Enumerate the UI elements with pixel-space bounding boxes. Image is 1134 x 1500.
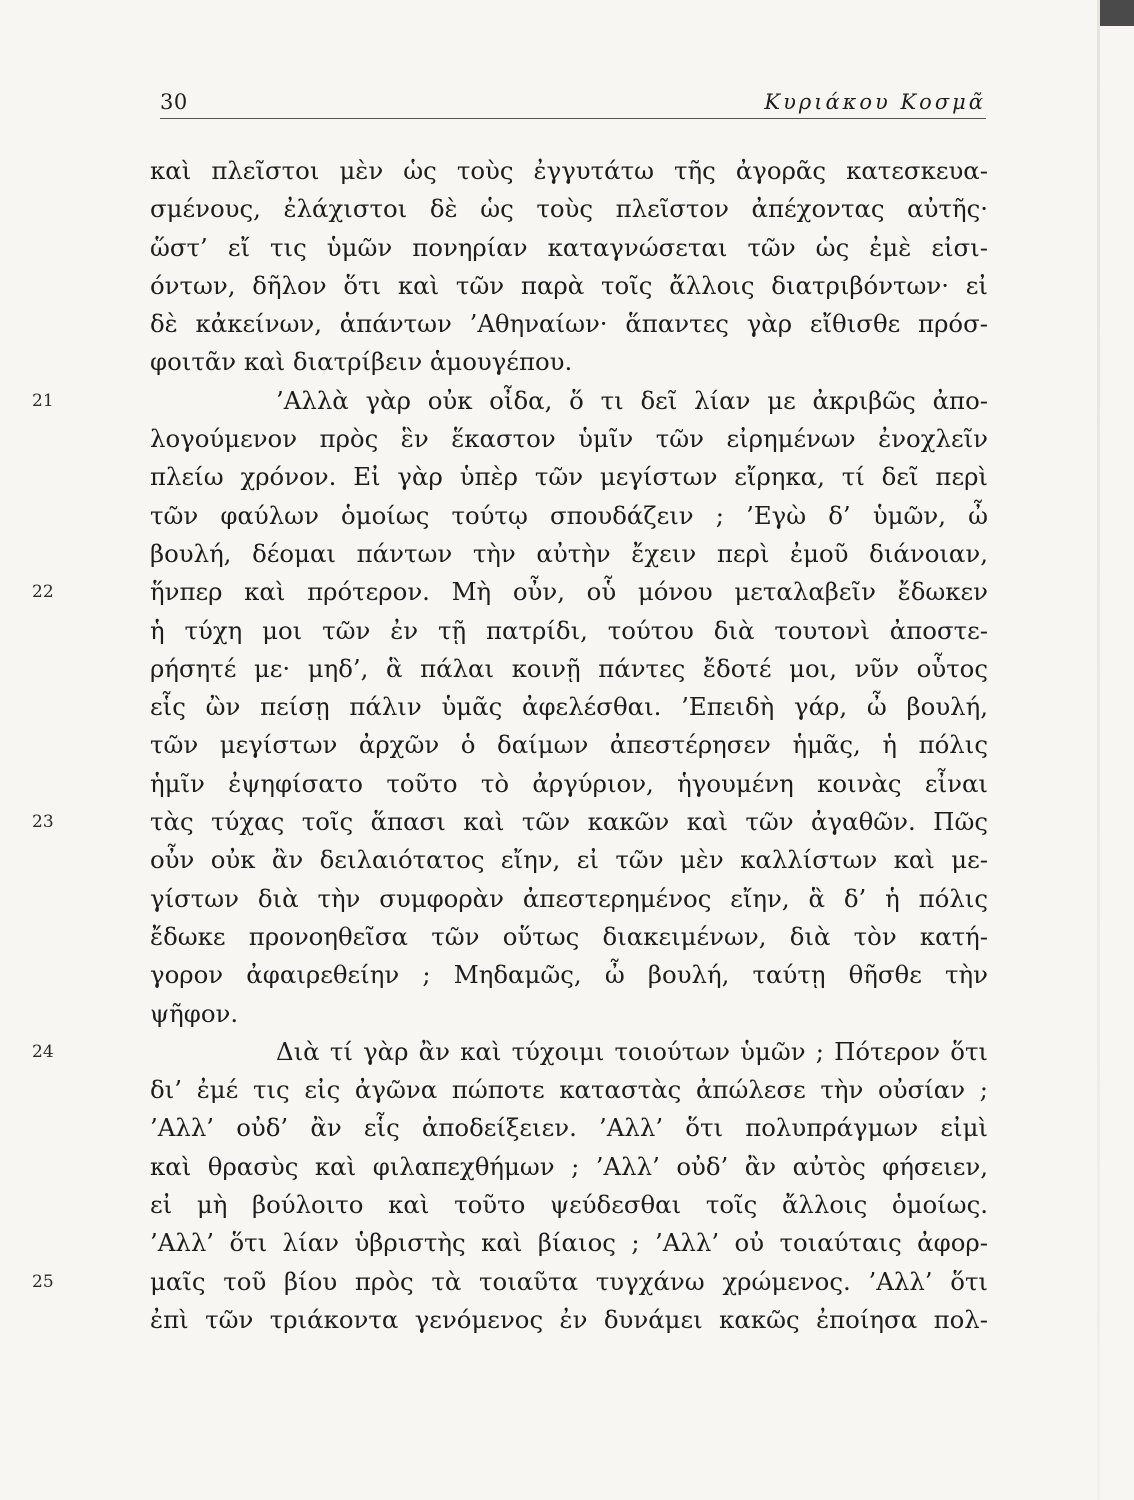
text-line: [32, 382, 988, 420]
text-line: [150, 1224, 988, 1262]
line-text: φοιτᾶν καὶ διατρίβειν ἁμουγέπου.: [150, 347, 573, 377]
running-head: [160, 86, 986, 122]
text-line: [150, 420, 988, 458]
line-text: ἥνπερ καὶ πρότερον. Μὴ οὖν, οὗ μόνου μεταλαβεῖν ἔδωκεν: [150, 577, 988, 607]
text-line: [150, 1301, 988, 1339]
line-text: τὰς τύχας τοῖς ἅπασι καὶ τῶν κακῶν καὶ τῶν ἀγαθῶν. Πῶς: [150, 807, 988, 837]
section-number: 24: [32, 1041, 54, 1062]
line-text: τῶν μεγίστων ἀρχῶν ὁ δαίμων ἀπεστέρησεν ἡμᾶς, ἡ πόλις: [150, 730, 988, 760]
text-line: [32, 1263, 988, 1301]
text-line: [150, 267, 988, 305]
text-line: [150, 1186, 988, 1224]
text-line: [150, 726, 988, 764]
text-line: [32, 1033, 988, 1071]
line-text: δὲ κἀκείνων, ἁπάντων ’Αθηναίων· ἅπαντες γὰρ εἴθισθε πρόσ-: [150, 309, 988, 339]
line-text: ἐπὶ τῶν τριάκοντα γενόμενος ἐν δυνάμει κακῶς ἐποίησα πολ-: [150, 1304, 988, 1334]
text-line: [150, 956, 988, 994]
line-text: όντων, δῆλον ὅτι καὶ τῶν παρὰ τοῖς ἄλλοις διατριβόντων· εἰ: [150, 270, 988, 300]
text-line: [150, 995, 988, 1033]
text-line: [150, 765, 988, 803]
text-line: [150, 535, 988, 573]
line-text: ἡμῖν ἐψηφίσατο τοῦτο τὸ ἀργύριον, ἡγουμένη κοινὰς εἶναι: [150, 768, 988, 798]
header-title: Κυριάκου Κοσμᾶ: [764, 90, 986, 114]
line-text: ’Αλλ’ οὐδ’ ἂν εἷς ἀποδείξειεν. ’Αλλ’ ὅτι πολυπράγμων εἰμὶ: [150, 1113, 988, 1143]
line-text: ’Αλλὰ γὰρ οὐκ οἶδα, ὅ τι δεῖ λίαν με ἀκριβῶς ἀπο-: [276, 385, 988, 415]
line-text: γορον ἀφαιρεθείην ; Μηδαμῶς, ὦ βουλή, ταύτῃ θῆσθε τὴν: [150, 960, 988, 990]
page-number: 30: [160, 90, 188, 114]
text-line: [150, 343, 988, 381]
line-text: ἡ τύχη μοι τῶν ἐν τῇ πατρίδι, τούτου διὰ τουτονὶ ἀποστε-: [150, 615, 988, 645]
header-rule: [160, 118, 986, 119]
body-text: [32, 152, 988, 1339]
line-text: ὥστ’ εἴ τις ὑμῶν πονηρίαν καταγνώσεται τῶν ὡς ἐμὲ εἰσι-: [150, 232, 988, 262]
text-line: [150, 841, 988, 879]
text-line: [150, 458, 988, 496]
text-line: [150, 1109, 988, 1147]
line-text: λογούμενον πρὸς ἓν ἕκαστον ὑμῖν τῶν εἰρημένων ἐνοχλεῖν: [150, 424, 988, 454]
section-number: 21: [32, 390, 54, 411]
line-text: ’Αλλ’ ὅτι λίαν ὑβριστὴς καὶ βίαιος ; ’Αλλ’ οὐ τοιαύταις ἀφορ-: [150, 1228, 988, 1258]
section-number: 22: [32, 582, 54, 603]
line-text: εἷς ὢν πείσῃ πάλιν ὑμᾶς ἀφελέσθαι. ’Επειδὴ γάρ, ὦ βουλή,: [150, 692, 988, 722]
text-line: [150, 190, 988, 228]
line-text: δι’ ἐμέ τις εἰς ἀγῶνα πώποτε καταστὰς ἀπώλεσε τὴν οὐσίαν ;: [150, 1075, 988, 1105]
text-line: [150, 880, 988, 918]
text-line: [150, 305, 988, 343]
line-text: οὖν οὐκ ἂν δειλαιότατος εἴην, εἰ τῶν μὲν καλλίστων καὶ με-: [150, 845, 988, 875]
line-text: πλείω χρόνον. Εἰ γὰρ ὑπὲρ τῶν μεγίστων εἴρηκα, τί δεῖ περὶ: [150, 462, 988, 492]
text-line: [32, 803, 988, 841]
line-text: καὶ πλεῖστοι μὲν ὡς τοὺς ἐγγυτάτω τῆς ἀγορᾶς κατεσκευα-: [150, 156, 988, 185]
scan-border: [1100, 0, 1134, 26]
line-text: εἰ μὴ βούλοιτο καὶ τοῦτο ψεύδεσθαι τοῖς ἄλλοις ὁμοίως.: [150, 1190, 988, 1220]
text-line: [150, 152, 988, 190]
line-text: Διὰ τί γὰρ ἂν καὶ τύχοιμι τοιούτων ὑμῶν ; Πότερον ὅτι: [276, 1036, 988, 1066]
text-line: [32, 573, 988, 611]
text-line: [150, 688, 988, 726]
line-text: μαῖς τοῦ βίου πρὸς τὰ τοιαῦτα τυγχάνω χρώμενος. ’Αλλ’ ὅτι: [150, 1266, 988, 1296]
line-text: καὶ θρασὺς καὶ φιλαπεχθήμων ; ’Αλλ’ οὐδ’ ἂν αὐτὸς φήσειεν,: [150, 1151, 988, 1181]
text-line: [150, 229, 988, 267]
text-line: [150, 612, 988, 650]
line-text: ἔδωκε προνοηθεῖσα τῶν οὕτως διακειμένων, διὰ τὸν κατή-: [150, 921, 988, 951]
text-line: [150, 1148, 988, 1186]
text-line: [150, 1071, 988, 1109]
line-text: ρήσητέ με· μηδ’, ἃ πάλαι κοινῇ πάντες ἔδοτέ μοι, νῦν οὗτος: [150, 653, 988, 683]
line-text: βουλή, δέομαι πάντων τὴν αὐτὴν ἔχειν περὶ ἐμοῦ διάνοιαν,: [150, 538, 988, 568]
section-number: 23: [32, 812, 54, 833]
section-number: 25: [32, 1271, 54, 1292]
line-text: σμένους, ἐλάχιστοι δὲ ὡς τοὺς πλεῖστον ἀπέχοντας αὐτῆς·: [150, 194, 988, 224]
line-text: ψῆφον.: [150, 998, 239, 1028]
text-line: [150, 497, 988, 535]
line-text: τῶν φαύλων ὁμοίως τούτῳ σπουδάζειν ; ’Εγὼ δ’ ὑμῶν, ὦ: [150, 500, 988, 530]
line-text: γίστων διὰ τὴν συμφορὰν ἀπεστερημένος εἴην, ἃ δ’ ἡ πόλις: [150, 883, 988, 913]
text-line: [150, 650, 988, 688]
page-edge: [1097, 0, 1100, 1500]
text-line: [150, 918, 988, 956]
